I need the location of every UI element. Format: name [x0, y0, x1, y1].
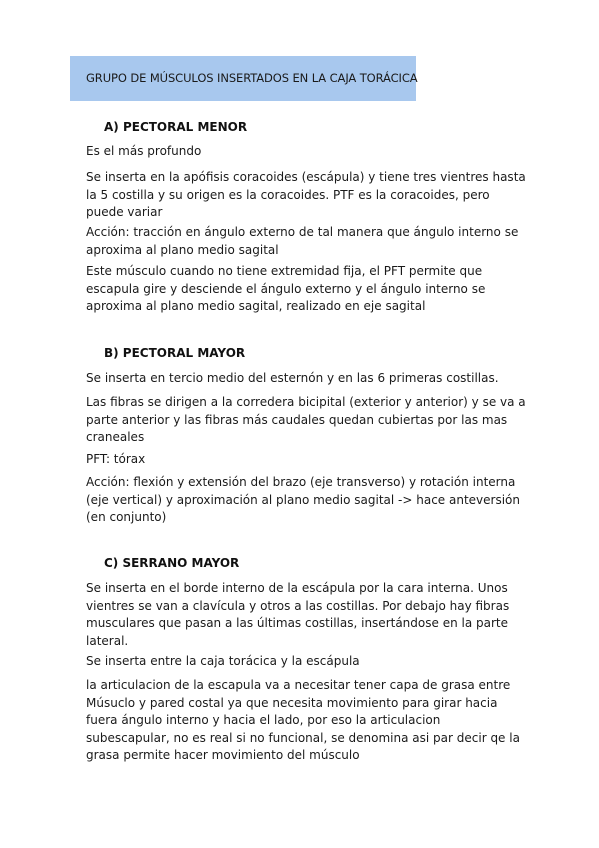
paragraph: Acción: tracción en ángulo externo de tal manera que ángulo interno se aproxima al plano medio sagital	[86, 225, 519, 257]
paragraph: Las fibras se dirigen a la corredera bicipital (exterior y anterior) y se va a parte anterior y las fibras más caudales quedan cubiertas por las mas craneales	[86, 395, 526, 444]
document-title: GRUPO DE MÚSCULOS INSERTADOS EN LA CAJA TORÁCICA	[70, 56, 416, 101]
paragraph: Se inserta en el borde interno de la escápula por la cara interna. Unos vientres se van a clavícula y otros a las costillas. Por debajo hay fibras musculares que pasan a las últimas costillas, insertándose en la parte lateral.	[86, 581, 510, 648]
paragraph: Se inserta entre la caja torácica y la escápula	[86, 654, 360, 668]
paragraph: PFT: tórax	[86, 452, 146, 466]
section-heading-pectoral-menor: A) PECTORAL MENOR	[104, 120, 248, 134]
section-heading-pectoral-mayor: B) PECTORAL MAYOR	[104, 346, 246, 360]
paragraph: Este músculo cuando no tiene extremidad fija, el PFT permite que escapula gire y desciende el ángulo externo y el ángulo interno se aproxima al plano medio sagital, realizado en eje sagital	[86, 264, 486, 313]
paragraph: la articulacion de la escapula va a necesitar tener capa de grasa entre Músuclo y pared costal ya que necesita movimiento para girar hacia fuera ángulo interno y hacia el lado, por eso la articulacion subescapular, no es real si no funcional, se denomina asi par decir qe la grasa permite hacer movimiento del músculo	[86, 678, 520, 762]
paragraph: Es el más profundo	[86, 144, 202, 158]
section-heading-serrano-mayor: C) SERRANO MAYOR	[104, 556, 240, 570]
paragraph: Se inserta en tercio medio del esternón y en las 6 primeras costillas.	[86, 371, 499, 385]
paragraph: Se inserta en la apófisis coracoides (escápula) y tiene tres vientres hasta la 5 costilla y su origen es la coracoides. PTF es la coracoides, pero puede variar	[86, 170, 526, 219]
paragraph: Acción: flexión y extensión del brazo (eje transverso) y rotación interna (eje vertical) y aproximación al plano medio sagital -> hace anteversión (en conjunto)	[86, 475, 520, 524]
